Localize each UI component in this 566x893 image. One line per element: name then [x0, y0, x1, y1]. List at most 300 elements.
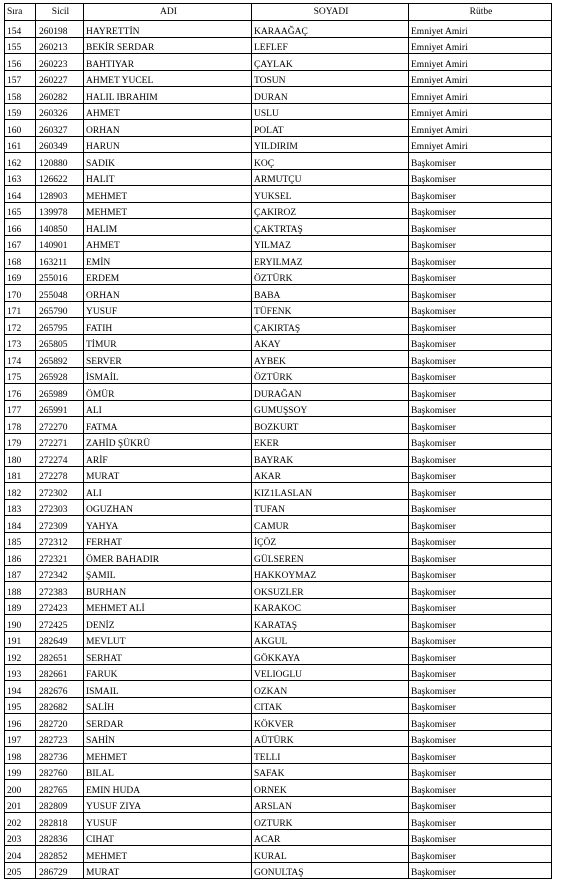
cell-name: FARUK	[84, 664, 252, 681]
cell-surname: DURAN	[252, 87, 409, 104]
cell-sicil: 272278	[36, 466, 84, 483]
table-row	[5, 862, 552, 879]
table-header-row	[5, 4, 552, 21]
cell-name: MEHMET	[84, 202, 252, 219]
cell-sicil: 282676	[36, 681, 84, 698]
table-row	[5, 450, 552, 467]
header-rank: Rütbe	[409, 4, 552, 21]
cell-name: MURAT	[84, 862, 252, 879]
table-row	[5, 235, 552, 252]
table-row	[5, 631, 552, 648]
cell-no: 205	[5, 862, 36, 879]
cell-no: 193	[5, 664, 36, 681]
cell-name: ALI	[84, 483, 252, 500]
cell-no: 180	[5, 450, 36, 467]
cell-no: 188	[5, 582, 36, 599]
cell-surname: ORNEK	[252, 780, 409, 797]
cell-no: 170	[5, 285, 36, 302]
cell-name: SERHAT	[84, 648, 252, 665]
cell-surname: KARAAĞAÇ	[252, 21, 409, 38]
cell-name: MEVLUT	[84, 631, 252, 648]
cell-name: ŞAMIL	[84, 565, 252, 582]
cell-surname: EKER	[252, 433, 409, 450]
cell-no: 199	[5, 763, 36, 780]
cell-surname: ERYILMAZ	[252, 252, 409, 269]
cell-name: ORHAN	[84, 285, 252, 302]
cell-name: SADIK	[84, 153, 252, 170]
cell-name: ÖMÜR	[84, 384, 252, 401]
cell-sicil: 260349	[36, 136, 84, 153]
header-no: Sıra	[5, 4, 36, 21]
cell-no: 181	[5, 466, 36, 483]
cell-sicil: 282836	[36, 829, 84, 846]
cell-rank: Başkomiser	[409, 483, 552, 500]
cell-name: CIHAT	[84, 829, 252, 846]
cell-surname: AÜTÜRK	[252, 730, 409, 747]
cell-name: MEHMET	[84, 747, 252, 764]
cell-name: MEHMET	[84, 846, 252, 863]
cell-sicil: 140850	[36, 219, 84, 236]
table-row	[5, 829, 552, 846]
cell-surname: KARATAŞ	[252, 615, 409, 632]
cell-sicil: 282852	[36, 846, 84, 863]
cell-rank: Başkomiser	[409, 730, 552, 747]
cell-surname: KÖKVER	[252, 714, 409, 731]
cell-name: YUSUF ZIYA	[84, 796, 252, 813]
cell-rank: Başkomiser	[409, 466, 552, 483]
cell-no: 184	[5, 516, 36, 533]
cell-surname: AKGUL	[252, 631, 409, 648]
table-row	[5, 367, 552, 384]
cell-sicil: 282651	[36, 648, 84, 665]
cell-rank: Başkomiser	[409, 747, 552, 764]
cell-surname: TOSUN	[252, 70, 409, 87]
cell-name: TİMUR	[84, 334, 252, 351]
table-row	[5, 87, 552, 104]
cell-rank: Başkomiser	[409, 219, 552, 236]
table-row	[5, 400, 552, 417]
cell-surname: ARMUTÇU	[252, 169, 409, 186]
cell-surname: TUFAN	[252, 499, 409, 516]
cell-surname: HAKKOYMAZ	[252, 565, 409, 582]
cell-surname: YUKSEL	[252, 186, 409, 203]
cell-no: 197	[5, 730, 36, 747]
cell-name: FERHAT	[84, 532, 252, 549]
table-row	[5, 54, 552, 71]
cell-name: YUSUF	[84, 813, 252, 830]
header-surname: SOYADI	[252, 4, 409, 21]
cell-sicil: 260327	[36, 120, 84, 137]
cell-name: BILAL	[84, 763, 252, 780]
cell-sicil: 286729	[36, 862, 84, 879]
cell-no: 163	[5, 169, 36, 186]
cell-sicil: 272312	[36, 532, 84, 549]
table-row	[5, 780, 552, 797]
cell-surname: ÇAKIROZ	[252, 202, 409, 219]
cell-surname: DURAĞAN	[252, 384, 409, 401]
cell-surname: ÖZTÜRK	[252, 268, 409, 285]
cell-no: 186	[5, 549, 36, 566]
cell-name: ARİF	[84, 450, 252, 467]
cell-surname: İÇÖZ	[252, 532, 409, 549]
cell-sicil: 265991	[36, 400, 84, 417]
table-row	[5, 21, 552, 38]
header-sicil: Sicil	[36, 4, 84, 21]
table-row	[5, 202, 552, 219]
table-body	[5, 21, 552, 879]
cell-surname: AYBEK	[252, 351, 409, 368]
cell-rank: Başkomiser	[409, 813, 552, 830]
cell-rank: Başkomiser	[409, 532, 552, 549]
cell-no: 182	[5, 483, 36, 500]
cell-no: 202	[5, 813, 36, 830]
cell-surname: ÇAYLAK	[252, 54, 409, 71]
cell-sicil: 272274	[36, 450, 84, 467]
cell-sicil: 265790	[36, 301, 84, 318]
cell-name: ALI	[84, 400, 252, 417]
cell-name: OGUZHAN	[84, 499, 252, 516]
cell-no: 160	[5, 120, 36, 137]
cell-surname: KIZ1LASLAN	[252, 483, 409, 500]
cell-surname: BABA	[252, 285, 409, 302]
table-row	[5, 730, 552, 747]
cell-sicil: 282661	[36, 664, 84, 681]
cell-surname: POLAT	[252, 120, 409, 137]
cell-sicil: 282682	[36, 697, 84, 714]
cell-name: HALIL IBRAHIM	[84, 87, 252, 104]
cell-name: FATIH	[84, 318, 252, 335]
cell-sicil: 265795	[36, 318, 84, 335]
cell-rank: Başkomiser	[409, 186, 552, 203]
table-row	[5, 466, 552, 483]
cell-rank: Emniyet Amiri	[409, 70, 552, 87]
table-row	[5, 813, 552, 830]
cell-name: AHMET YUCEL	[84, 70, 252, 87]
cell-sicil: 282765	[36, 780, 84, 797]
cell-surname: ÇAKIRTAŞ	[252, 318, 409, 335]
cell-surname: AKAR	[252, 466, 409, 483]
cell-no: 187	[5, 565, 36, 582]
cell-no: 176	[5, 384, 36, 401]
table-row	[5, 301, 552, 318]
header-name: ADI	[84, 4, 252, 21]
cell-no: 158	[5, 87, 36, 104]
cell-surname: TELLI	[252, 747, 409, 764]
cell-sicil: 272309	[36, 516, 84, 533]
cell-no: 194	[5, 681, 36, 698]
table-row	[5, 120, 552, 137]
cell-name: SALİH	[84, 697, 252, 714]
cell-surname: OKSUZLER	[252, 582, 409, 599]
cell-no: 165	[5, 202, 36, 219]
cell-no: 195	[5, 697, 36, 714]
cell-rank: Başkomiser	[409, 351, 552, 368]
cell-no: 155	[5, 37, 36, 54]
cell-no: 189	[5, 598, 36, 615]
personnel-document	[4, 3, 552, 879]
cell-no: 204	[5, 846, 36, 863]
table-row	[5, 186, 552, 203]
cell-rank: Başkomiser	[409, 846, 552, 863]
cell-no: 166	[5, 219, 36, 236]
cell-sicil: 260227	[36, 70, 84, 87]
cell-name: EMIN HUDA	[84, 780, 252, 797]
cell-sicil: 272270	[36, 417, 84, 434]
cell-name: EMİN	[84, 252, 252, 269]
cell-sicil: 282809	[36, 796, 84, 813]
cell-rank: Başkomiser	[409, 631, 552, 648]
cell-name: ZAHİD ŞÜKRÜ	[84, 433, 252, 450]
cell-rank: Başkomiser	[409, 318, 552, 335]
table-row	[5, 598, 552, 615]
table-row	[5, 549, 552, 566]
personnel-table	[4, 3, 552, 879]
cell-name: AHMET	[84, 103, 252, 120]
cell-rank: Başkomiser	[409, 697, 552, 714]
table-row	[5, 714, 552, 731]
cell-sicil: 260326	[36, 103, 84, 120]
cell-no: 164	[5, 186, 36, 203]
cell-rank: Başkomiser	[409, 598, 552, 615]
cell-rank: Başkomiser	[409, 499, 552, 516]
cell-rank: Başkomiser	[409, 433, 552, 450]
cell-rank: Başkomiser	[409, 714, 552, 731]
cell-no: 198	[5, 747, 36, 764]
cell-name: HAYRETTİN	[84, 21, 252, 38]
cell-rank: Başkomiser	[409, 235, 552, 252]
cell-name: DENİZ	[84, 615, 252, 632]
cell-sicil: 140901	[36, 235, 84, 252]
table-row	[5, 582, 552, 599]
cell-surname: KARAKOC	[252, 598, 409, 615]
cell-rank: Başkomiser	[409, 384, 552, 401]
cell-surname: LEFLEF	[252, 37, 409, 54]
table-row	[5, 37, 552, 54]
table-row	[5, 136, 552, 153]
cell-surname: GÜLSEREN	[252, 549, 409, 566]
cell-sicil: 163211	[36, 252, 84, 269]
table-row	[5, 615, 552, 632]
cell-sicil: 282723	[36, 730, 84, 747]
cell-rank: Başkomiser	[409, 763, 552, 780]
cell-surname: BOZKURT	[252, 417, 409, 434]
cell-sicil: 120880	[36, 153, 84, 170]
cell-rank: Başkomiser	[409, 268, 552, 285]
cell-no: 162	[5, 153, 36, 170]
cell-rank: Başkomiser	[409, 169, 552, 186]
cell-no: 191	[5, 631, 36, 648]
cell-surname: USLU	[252, 103, 409, 120]
cell-surname: BAYRAK	[252, 450, 409, 467]
cell-sicil: 265805	[36, 334, 84, 351]
cell-rank: Başkomiser	[409, 153, 552, 170]
cell-no: 173	[5, 334, 36, 351]
cell-surname: ÖZTÜRK	[252, 367, 409, 384]
cell-surname: KOÇ	[252, 153, 409, 170]
table-row	[5, 351, 552, 368]
table-row	[5, 285, 552, 302]
table-row	[5, 747, 552, 764]
cell-rank: Başkomiser	[409, 367, 552, 384]
cell-name: ÖMER BAHADIR	[84, 549, 252, 566]
cell-sicil: 272342	[36, 565, 84, 582]
cell-name: MEHMET ALİ	[84, 598, 252, 615]
cell-surname: SAFAK	[252, 763, 409, 780]
cell-rank: Başkomiser	[409, 681, 552, 698]
cell-name: ERDEM	[84, 268, 252, 285]
cell-name: FATMA	[84, 417, 252, 434]
cell-surname: OZKAN	[252, 681, 409, 698]
cell-no: 171	[5, 301, 36, 318]
cell-no: 201	[5, 796, 36, 813]
cell-sicil: 255016	[36, 268, 84, 285]
cell-sicil: 260213	[36, 37, 84, 54]
cell-no: 156	[5, 54, 36, 71]
cell-rank: Başkomiser	[409, 648, 552, 665]
cell-sicil: 272321	[36, 549, 84, 566]
cell-name: İSMAİL	[84, 367, 252, 384]
cell-sicil: 282760	[36, 763, 84, 780]
cell-rank: Emniyet Amiri	[409, 37, 552, 54]
table-row	[5, 334, 552, 351]
cell-no: 177	[5, 400, 36, 417]
table-row	[5, 796, 552, 813]
cell-name: AHMET	[84, 235, 252, 252]
cell-surname: AKAY	[252, 334, 409, 351]
cell-rank: Başkomiser	[409, 301, 552, 318]
table-row	[5, 219, 552, 236]
cell-no: 154	[5, 21, 36, 38]
cell-no: 159	[5, 103, 36, 120]
table-row	[5, 169, 552, 186]
cell-surname: CITAK	[252, 697, 409, 714]
cell-sicil: 265892	[36, 351, 84, 368]
cell-sicil: 265928	[36, 367, 84, 384]
cell-rank: Başkomiser	[409, 285, 552, 302]
cell-surname: GONULTAŞ	[252, 862, 409, 879]
cell-sicil: 260223	[36, 54, 84, 71]
cell-no: 168	[5, 252, 36, 269]
cell-name: YAHYA	[84, 516, 252, 533]
table-row	[5, 532, 552, 549]
cell-no: 183	[5, 499, 36, 516]
cell-rank: Başkomiser	[409, 664, 552, 681]
table-row	[5, 318, 552, 335]
cell-no: 157	[5, 70, 36, 87]
cell-surname: KURAL	[252, 846, 409, 863]
cell-name: HARUN	[84, 136, 252, 153]
cell-no: 172	[5, 318, 36, 335]
cell-rank: Başkomiser	[409, 516, 552, 533]
cell-name: HALIM	[84, 219, 252, 236]
cell-no: 200	[5, 780, 36, 797]
cell-rank: Başkomiser	[409, 252, 552, 269]
cell-no: 196	[5, 714, 36, 731]
cell-rank: Başkomiser	[409, 796, 552, 813]
cell-sicil: 272271	[36, 433, 84, 450]
cell-name: SERVER	[84, 351, 252, 368]
cell-name: ISMAIL	[84, 681, 252, 698]
cell-sicil: 260198	[36, 21, 84, 38]
table-row	[5, 499, 552, 516]
table-row	[5, 70, 552, 87]
cell-rank: Emniyet Amiri	[409, 87, 552, 104]
cell-no: 169	[5, 268, 36, 285]
cell-sicil: 272423	[36, 598, 84, 615]
table-row	[5, 664, 552, 681]
cell-sicil: 272302	[36, 483, 84, 500]
table-row	[5, 433, 552, 450]
cell-surname: ÇAKTRTAŞ	[252, 219, 409, 236]
table-row	[5, 516, 552, 533]
cell-sicil: 282736	[36, 747, 84, 764]
cell-surname: VELIOGLU	[252, 664, 409, 681]
cell-no: 203	[5, 829, 36, 846]
cell-sicil: 272303	[36, 499, 84, 516]
cell-rank: Emniyet Amiri	[409, 103, 552, 120]
table-row	[5, 697, 552, 714]
cell-rank: Başkomiser	[409, 450, 552, 467]
cell-rank: Başkomiser	[409, 400, 552, 417]
cell-rank: Başkomiser	[409, 582, 552, 599]
table-row	[5, 565, 552, 582]
cell-rank: Emniyet Amiri	[409, 54, 552, 71]
cell-sicil: 265989	[36, 384, 84, 401]
cell-no: 190	[5, 615, 36, 632]
cell-rank: Başkomiser	[409, 202, 552, 219]
cell-name: BAHTIYAR	[84, 54, 252, 71]
cell-sicil: 128903	[36, 186, 84, 203]
cell-surname: GÖKKAYA	[252, 648, 409, 665]
table-row	[5, 252, 552, 269]
table-row	[5, 268, 552, 285]
cell-rank: Emniyet Amiri	[409, 136, 552, 153]
cell-no: 174	[5, 351, 36, 368]
cell-sicil: 126622	[36, 169, 84, 186]
cell-sicil: 260282	[36, 87, 84, 104]
cell-surname: CAMUR	[252, 516, 409, 533]
cell-surname: TÜFENK	[252, 301, 409, 318]
cell-no: 185	[5, 532, 36, 549]
cell-sicil: 255048	[36, 285, 84, 302]
cell-name: BEKİR SERDAR	[84, 37, 252, 54]
cell-rank: Başkomiser	[409, 615, 552, 632]
cell-surname: YILMAZ	[252, 235, 409, 252]
cell-sicil: 282649	[36, 631, 84, 648]
cell-no: 192	[5, 648, 36, 665]
table-row	[5, 384, 552, 401]
cell-rank: Başkomiser	[409, 829, 552, 846]
table-row	[5, 153, 552, 170]
cell-surname: GUMUŞSOY	[252, 400, 409, 417]
cell-sicil: 272383	[36, 582, 84, 599]
cell-rank: Başkomiser	[409, 334, 552, 351]
cell-rank: Emniyet Amiri	[409, 21, 552, 38]
cell-surname: ACAR	[252, 829, 409, 846]
cell-name: SERDAR	[84, 714, 252, 731]
cell-surname: ARSLAN	[252, 796, 409, 813]
cell-sicil: 282720	[36, 714, 84, 731]
table-row	[5, 846, 552, 863]
cell-sicil: 282818	[36, 813, 84, 830]
table-row	[5, 103, 552, 120]
cell-no: 167	[5, 235, 36, 252]
cell-no: 179	[5, 433, 36, 450]
cell-name: MURAT	[84, 466, 252, 483]
cell-rank: Başkomiser	[409, 565, 552, 582]
cell-rank: Başkomiser	[409, 780, 552, 797]
table-row	[5, 483, 552, 500]
